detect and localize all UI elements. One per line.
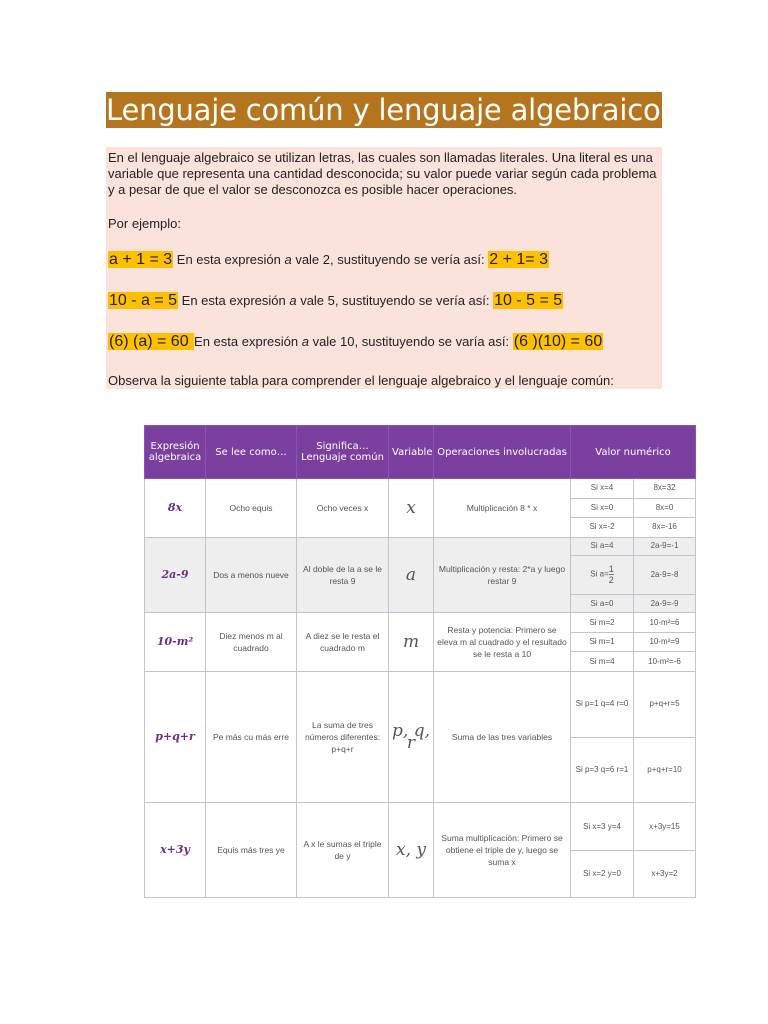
cell-value-condition (571, 555, 634, 594)
cell-se-lee: Dos a menos nueve (206, 537, 297, 613)
example-2 (108, 293, 660, 309)
example-text: En esta expresión (194, 334, 302, 349)
cell-value-result: 8x=0 (634, 498, 696, 518)
example-1 (108, 252, 660, 268)
cell-value-result: 8x=32 (634, 479, 696, 499)
cell-value-result: 10-m²=9 (634, 632, 696, 652)
header-se-lee: Se lee como… (206, 426, 297, 479)
cell-significa: Al doble de la a se le resta 9 (297, 537, 389, 613)
header-significa: Significa… Lenguaje común (297, 426, 389, 479)
page-title: Lenguaje común y lenguaje algebraico (106, 93, 661, 127)
cell-expression: 2a-9 (145, 537, 206, 613)
observa-text: Observa la siguiente tabla para comprender el lenguaje algebraico y el lenguaje común: (108, 373, 614, 388)
por-ejemplo-label: Por ejemplo: (108, 216, 181, 231)
cell-value-condition: Si a=4 (571, 537, 634, 555)
cell-operaciones: Multiplicación 8 * x (434, 479, 571, 538)
cell-value-condition: Si m=2 (571, 613, 634, 633)
example-substitution: 2 + 1= 3 (489, 251, 548, 268)
example-expression: 10 - a = 5 (109, 292, 178, 309)
cell-se-lee: Ocho equis (206, 479, 297, 538)
cell-value-result: 10-m²=-6 (634, 652, 696, 672)
fraction (609, 564, 614, 585)
cell-expression: 10-m² (145, 613, 206, 672)
table-row (145, 671, 696, 737)
cell-operaciones: Suma de las tres variables (434, 671, 571, 802)
cell-variable: m (389, 613, 434, 672)
cell-value-condition: Si x=0 (571, 498, 634, 518)
cell-se-lee: Diez menos m al cuadrado (206, 613, 297, 672)
example-substitution: (6 )(10) = 60 (513, 333, 603, 350)
cell-value-condition: Si x=2 y=0 (571, 850, 634, 897)
cell-value-condition: Si x=4 (571, 479, 634, 499)
cell-variable: x (389, 479, 434, 538)
cell-value-result: x+3y=15 (634, 803, 696, 850)
example-text: vale 2, sustituyendo se vería así: (291, 252, 489, 267)
cell-se-lee: Equis más tres ye (206, 803, 297, 898)
cell-value-result: x+3y=2 (634, 850, 696, 897)
example-substitution: 10 - 5 = 5 (494, 292, 563, 309)
cell-se-lee: Pe más cu más erre (206, 671, 297, 802)
fraction-denominator: 2 (608, 575, 614, 586)
cell-value-result: 10-m²=6 (634, 613, 696, 633)
cell-expression: x+3y (145, 803, 206, 898)
cell-expression: p+q+r (145, 671, 206, 802)
cell-operaciones: Multiplicación y resta: 2*a y luego restar 9 (434, 537, 571, 613)
example-text: En esta expresión (173, 252, 285, 267)
header-expresion: Expresión algebraica (145, 426, 206, 479)
header-operaciones: Operaciones involucradas (434, 426, 571, 479)
fraction-numerator: 1 (608, 564, 614, 575)
cell-value-condition: Si x=3 y=4 (571, 803, 634, 850)
cell-value-result: p+q+r=5 (634, 671, 696, 737)
cell-value-condition: Si m=1 (571, 632, 634, 652)
cell-variable: p, q, r (389, 671, 434, 802)
example-3 (108, 334, 660, 350)
table-row (145, 479, 696, 499)
example-variable: a (301, 334, 309, 349)
cell-value-result: p+q+r=10 (634, 737, 696, 803)
cell-value-result: 2a-9=-8 (634, 555, 696, 594)
cell-significa: La suma de tres números diferentes: p+q+r (297, 671, 389, 802)
table-row (145, 803, 696, 850)
cell-significa: A diez se le resta el cuadrado m (297, 613, 389, 672)
example-text: vale 5, sustituyendo se vería así: (296, 293, 494, 308)
algebra-table (144, 425, 696, 898)
cell-operaciones: Resta y potencia: Primero se eleva m al cuadrado y el resultado se le resta a 10 (434, 613, 571, 672)
header-variable: Variable (389, 426, 434, 479)
cell-value-result: 8x=-16 (634, 518, 696, 538)
example-expression: a + 1 = 3 (109, 251, 173, 268)
cell-value-condition: Si a=0 (571, 595, 634, 613)
cell-value-result: 2a-9=-9 (634, 595, 696, 613)
cell-operaciones: Suma multiplicación: Primero se obtiene el triple de y, luego se suma x (434, 803, 571, 898)
example-text: En esta expresión (178, 293, 290, 308)
cell-variable: a (389, 537, 434, 613)
example-expression: (6) (a) = 60 (109, 333, 194, 350)
cell-value-condition: Si m=4 (571, 652, 634, 672)
cell-significa: Ocho veces x (297, 479, 389, 538)
intro-box (106, 147, 662, 389)
cell-significa: A x le sumas el triple de y (297, 803, 389, 898)
table-row (145, 537, 696, 555)
cell-value-condition: Si x=-2 (571, 518, 634, 538)
example-text: vale 10, sustituyendo se varía así: (308, 334, 513, 349)
cell-value-condition: Si p=3 q=6 r=1 (571, 737, 634, 803)
intro-paragraph: En el lenguaje algebraico se utilizan letras, las cuales son llamadas literales. Una literal es una variable que representa una cantidad desconocida; su valor puede variar según cada problema y a pesar de que el valor se desconozca es posible hacer operaciones. (108, 150, 657, 197)
example-variable: a (284, 252, 292, 267)
cell-expression: 8x (145, 479, 206, 538)
cell-variable: x, y (389, 803, 434, 898)
table-header-row (145, 426, 696, 479)
cell-value-result: 2a-9=-1 (634, 537, 696, 555)
value-text: Si a= (590, 570, 609, 580)
table-row (145, 613, 696, 633)
header-valor: Valor numérico (571, 426, 696, 479)
cell-value-condition: Si p=1 q=4 r=0 (571, 671, 634, 737)
example-variable: a (289, 293, 297, 308)
